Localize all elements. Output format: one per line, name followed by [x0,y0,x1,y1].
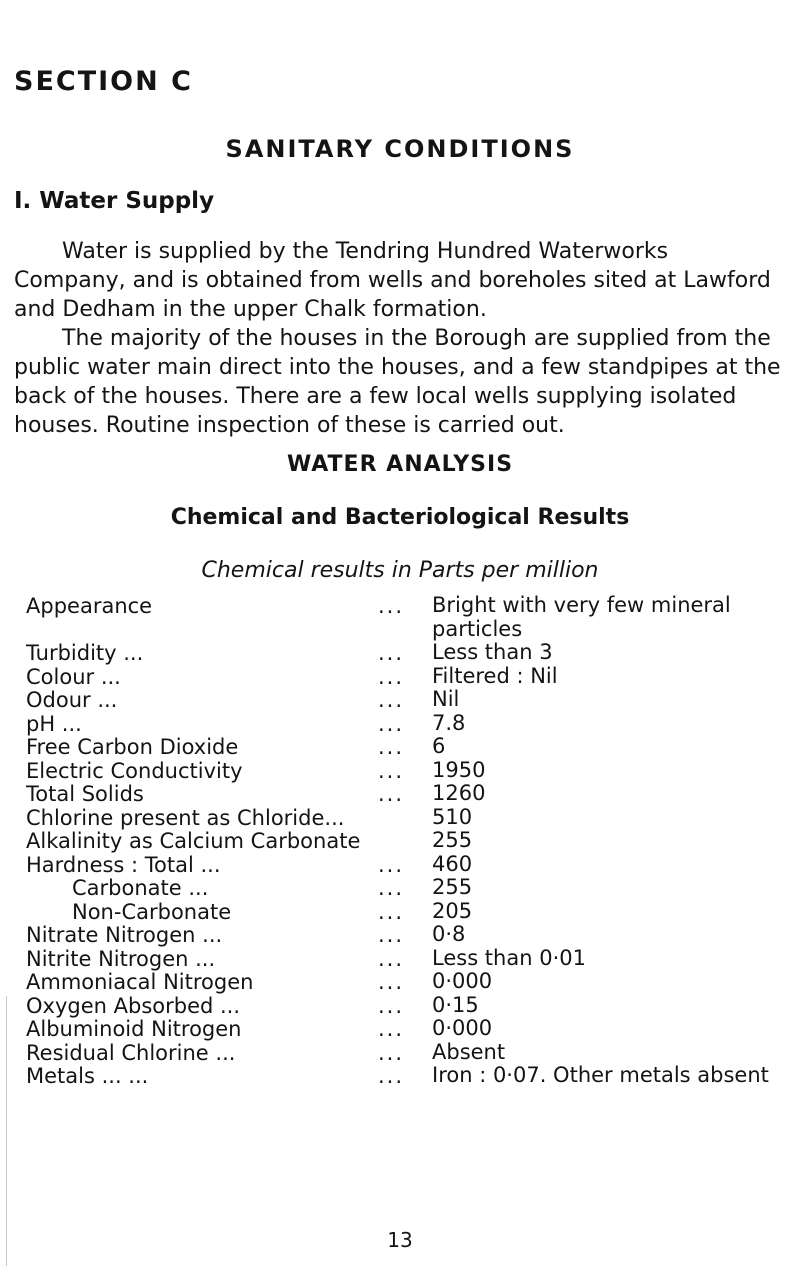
leader-dots: ... [378,711,405,736]
leader-dots: ... [378,758,405,783]
row-value: 1260 [432,781,486,805]
leader-dots: ... [378,594,405,618]
row-label: pH ... [26,711,82,736]
row-label: Colour ... [26,664,121,689]
leader-dots: ... [378,1040,405,1065]
row-value: 0·000 [432,1016,493,1040]
leader-dots: ... [378,993,405,1018]
paragraph-water-source: Water is supplied by the Tendring Hundred Waterworks Company, and is obtained from wells and boreholes sited at Lawford and Dedham in the upper Chalk formation. [14,239,771,322]
table-row [26,641,786,665]
analysis-title: WATER ANALYSIS [286,452,514,477]
leader-dots: ... [378,970,405,994]
row-value: Less than 0·01 [432,945,586,970]
scan-edge-line [6,996,7,1266]
row-value: Bright with very few mineral particles [432,593,731,641]
subsection-title: I. Water Supply [14,188,215,214]
row-value: 510 [432,804,473,829]
row-value: 255 [432,875,473,899]
row-label: Oxygen Absorbed ... [26,993,241,1018]
row-label: Appearance [26,594,153,618]
row-label: Carbonate ... [72,876,209,900]
leader-dots: ... [378,735,405,759]
table-row [26,782,786,806]
table-row [26,688,786,712]
leader-dots: ... [378,1064,405,1088]
row-label: Chlorine present as Chloride... [26,805,345,830]
table-row [26,876,786,900]
row-value: Filtered : Nil [432,663,558,688]
table-row [26,900,786,924]
table-row [26,712,786,736]
analysis-table [26,594,786,1111]
main-title: SANITARY CONDITIONS [225,135,575,163]
table-row [26,1041,786,1065]
row-label: Albuminoid Nitrogen [26,1017,242,1041]
row-value: 255 [432,828,473,852]
leader-dots: ... [378,946,405,971]
row-label: Metals ... ... [26,1064,149,1088]
leader-dots: ... [378,664,405,689]
row-label: Nitrite Nitrogen ... [26,946,216,971]
table-row [26,923,786,947]
row-label: Odour ... [26,688,118,712]
table-row [26,853,786,877]
table-row [26,735,786,759]
row-label: Nitrate Nitrogen ... [26,923,223,947]
row-label: Turbidity ... [26,641,144,665]
row-value: Nil [432,687,460,711]
row-label: Ammoniacal Nitrogen [26,970,254,994]
row-label: Free Carbon Dioxide [26,735,239,759]
row-value: 7.8 [432,710,466,735]
page-number: 13 [387,1228,413,1252]
leader-dots: ... [378,899,405,924]
row-value: 1950 [432,757,486,782]
row-value: Less than 3 [432,640,553,664]
row-value: Iron : 0·07. Other metals absent [432,1063,769,1087]
row-label: Hardness : Total ... [26,852,221,877]
table-row [26,806,786,830]
table-row [26,759,786,783]
table-row [26,829,786,853]
row-label: Non-Carbonate [72,899,232,924]
row-label: Electric Conductivity [26,758,243,783]
row-value: 0·8 [432,922,466,946]
leader-dots: ... [378,923,405,947]
leader-dots: ... [378,876,405,900]
row-value: 460 [432,851,473,876]
table-row [26,1017,786,1041]
paragraph-distribution: The majority of the houses in the Borough are supplied from the public water main direct into the houses, and a few standpipes at the back of the houses. There are a few local wells supplying isolated houses. Routine inspection of these is carried out. [14,326,781,438]
table-row [26,970,786,994]
row-value: 6 [432,734,446,758]
table-row [26,594,786,641]
table-row [26,947,786,971]
row-value: Absent [432,1039,506,1064]
leader-dots: ... [378,1017,405,1041]
row-label: Alkalinity as Calcium Carbonate [26,829,361,853]
row-value: 0·000 [432,969,493,993]
row-label: Total Solids [26,782,144,806]
leader-dots: ... [378,852,405,877]
units-caption: Chemical results in Parts per million [201,558,599,583]
leader-dots: ... [378,782,405,806]
section-heading: SECTION C [14,66,193,97]
row-value: 205 [432,898,473,923]
results-title: Chemical and Bacteriological Results [170,505,630,530]
table-row [26,1064,786,1111]
table-row [26,994,786,1018]
row-label: Residual Chlorine ... [26,1040,236,1065]
table-row [26,665,786,689]
leader-dots: ... [378,688,405,712]
row-value: 0·15 [432,992,479,1017]
leader-dots: ... [378,641,405,665]
